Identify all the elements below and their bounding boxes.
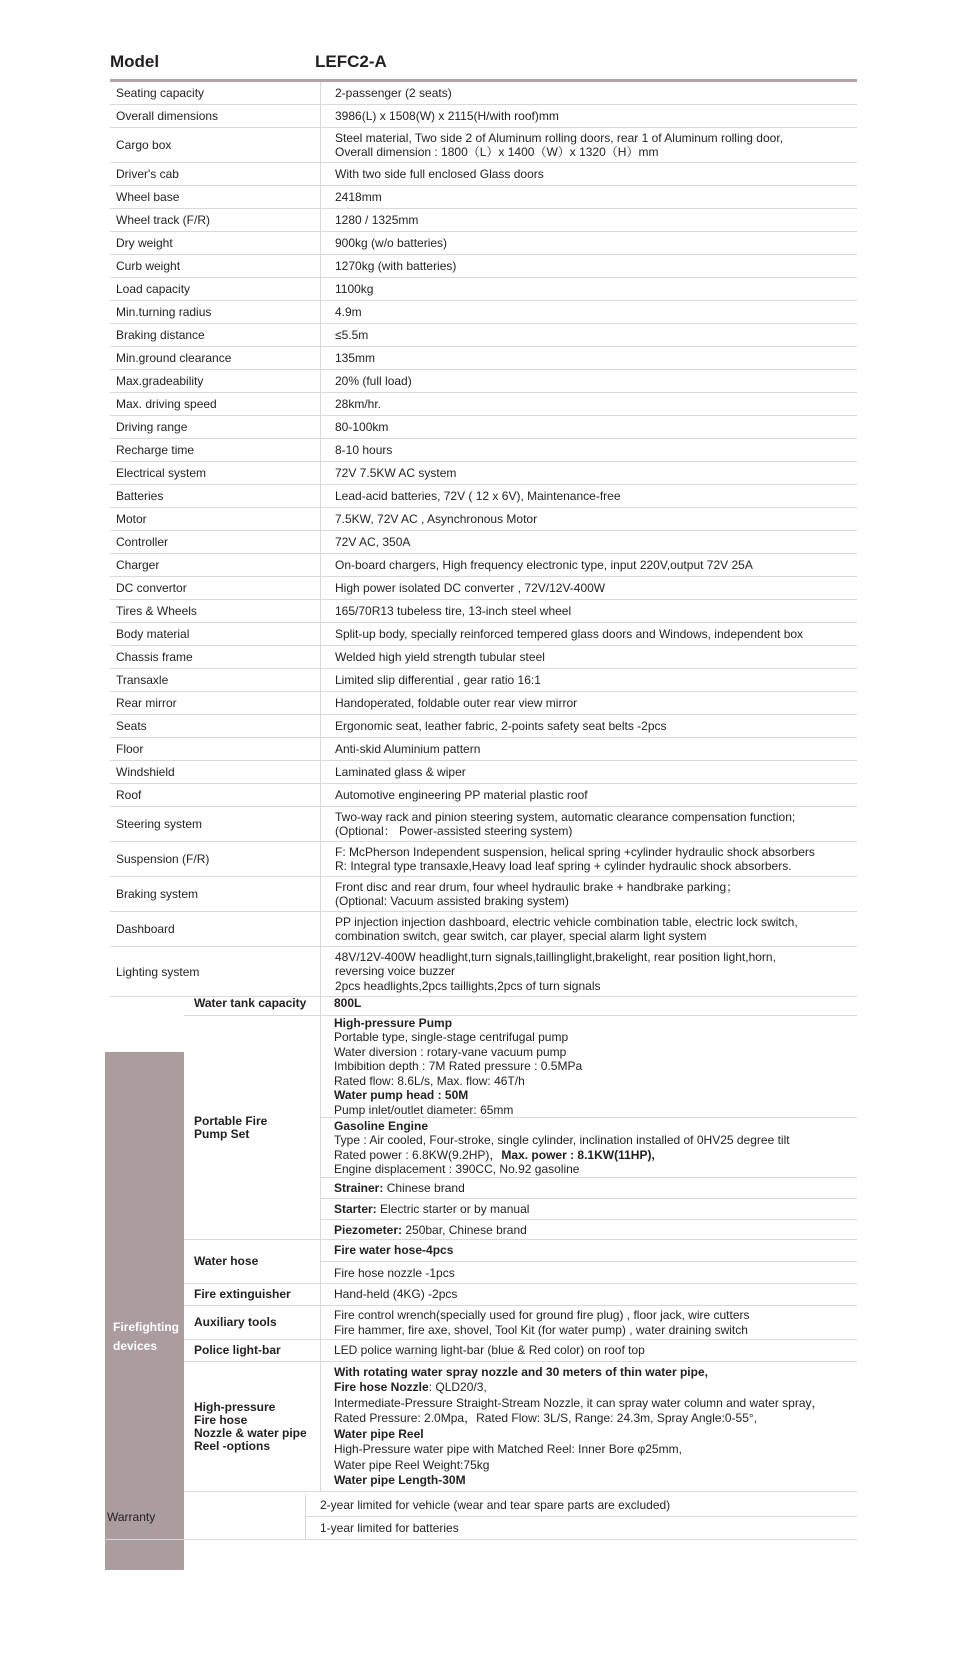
- spec-value: 20% (full load): [335, 373, 412, 388]
- piezometer-block: Piezometer: 250bar, Chinese brand: [334, 1222, 527, 1237]
- spec-value: On-board chargers, High frequency electronic type, input 220V,output 72V 25A: [335, 557, 753, 572]
- spec-value: 2-passenger (2 seats): [335, 85, 452, 100]
- spec-row: [110, 646, 857, 669]
- spec-label: Load capacity: [116, 282, 191, 296]
- spec-value: Ergonomic seat, leather fabric, 2-points safety seat belts -2pcs: [335, 718, 667, 733]
- spec-row: [110, 761, 857, 784]
- spec-row: [110, 209, 857, 232]
- spec-row: [110, 128, 857, 163]
- firefighting-band: [105, 1052, 184, 1570]
- spec-value: Front disc and rear drum, four wheel hydraulic brake + handbrake parking； (Optional: Vacuum assisted braking system): [335, 879, 739, 908]
- spec-value: Two-way rack and pinion steering system, automatic clearance compensation function; (Optional： Power-assisted steering system): [335, 809, 796, 838]
- spec-row: [110, 347, 857, 370]
- spec-row: [110, 301, 857, 324]
- spec-value: 80-100km: [335, 419, 389, 434]
- spec-value: 7.5KW, 72V AC , Asynchronous Motor: [335, 511, 538, 526]
- spec-row: [110, 531, 857, 554]
- spec-label: Wheel track (F/R): [116, 213, 211, 227]
- spec-value: PP injection injection dashboard, electric vehicle combination table, electric lock switch, combination switch, gear switch, car player, special alarm light system: [335, 914, 798, 943]
- spec-value: 2418mm: [335, 189, 382, 204]
- spec-value: 900kg (w/o batteries): [335, 235, 448, 250]
- spec-value: Automotive engineering PP material plastic roof: [335, 787, 588, 802]
- engine-block: Gasoline Engine Type : Air cooled, Four-stroke, single cylinder, inclination installed of 0HV25 degree tilt Rated power : 6.8KW(9.2HP)，Max. power : 8.1KW(11HP), Engine displacement : 390CC, No.92 gasoline: [321, 1118, 857, 1178]
- spec-row: [110, 738, 857, 761]
- spec-label: Driving range: [116, 420, 188, 434]
- spec-label: Chassis frame: [116, 650, 193, 664]
- spec-label: Driver's cab: [116, 167, 179, 181]
- spec-row: [110, 370, 857, 393]
- spec-label: Max.gradeability: [116, 374, 204, 388]
- spec-row: [110, 416, 857, 439]
- spec-label: Max. driving speed: [116, 397, 217, 411]
- spec-value: ≤5.5m: [335, 327, 369, 342]
- spec-label: Motor: [116, 512, 147, 526]
- spec-value: 1270kg (with batteries): [335, 258, 457, 273]
- water-hose-label: Water hose: [194, 1254, 259, 1268]
- water-tank-value: 800L: [334, 996, 362, 1011]
- model-header-value: LEFC2-A: [315, 52, 387, 71]
- spec-label: Body material: [116, 627, 190, 641]
- spec-row: [110, 669, 857, 692]
- spec-label: Seats: [116, 719, 147, 733]
- spec-label: Steering system: [116, 817, 203, 831]
- spec-value: 72V 7.5KW AC system: [335, 465, 457, 480]
- spec-value: F: McPherson Independent suspension, helical spring +cylinder hydraulic shock absorbers R: Integral type transaxle,Heavy load leaf spring + cylinder hydraulic shock absorbers.: [335, 844, 815, 873]
- spec-value: Limited slip differential , gear ratio 16:1: [335, 672, 541, 687]
- spec-label: Rear mirror: [116, 696, 177, 710]
- spec-row: [110, 577, 857, 600]
- engine-title: Gasoline Engine: [334, 1118, 429, 1133]
- spec-value: 48V/12V-400W headlight,turn signals,taillinglight,brakelight, rear position light,horn, reversing voice buzzer 2pcs headlights,2pcs taillights,2pcs of turn signals: [335, 949, 776, 993]
- pump-title: High-pressure Pump: [334, 1015, 453, 1030]
- spec-value: 28km/hr.: [335, 396, 382, 411]
- spec-value: Steel material, Two side 2 of Aluminum rolling doors, rear 1 of Aluminum rolling door, Overall dimension : 1800（L）x 1400（W）x 1320（H）mm: [335, 130, 783, 159]
- warranty-row: Warranty 2-year limited for vehicle (wear and tear spare parts are excluded) 1-year limited for batteries: [105, 1494, 857, 1540]
- spec-label: Overall dimensions: [116, 109, 219, 123]
- warranty-label: Warranty: [107, 1509, 156, 1524]
- spec-label: Dashboard: [116, 922, 175, 936]
- extinguisher-row: Fire extinguisher Hand-held (4KG) -2pcs: [184, 1284, 857, 1306]
- spec-label: Braking system: [116, 887, 199, 901]
- spec-label: Cargo box: [116, 138, 172, 152]
- water-tank-row: [184, 992, 857, 1016]
- spec-label: Min.turning radius: [116, 305, 212, 319]
- spec-value: 3986(L) x 1508(W) x 2115(H/with roof)mm: [335, 108, 559, 123]
- spec-row: [110, 324, 857, 347]
- aux-tools-row: Auxiliary tools Fire control wrench(specially used for ground fire plug) , floor jack, wire cutters Fire hammer, fire axe, shovel, Tool Kit (for water pump) , water draining switch: [184, 1306, 857, 1340]
- spec-row: [110, 807, 857, 842]
- water-tank-label: Water tank capacity: [194, 996, 307, 1010]
- pump-set-label: Portable Fire Pump Set: [194, 1113, 268, 1141]
- strainer-block: Strainer: Chinese brand: [321, 1178, 857, 1199]
- spec-value: With two side full enclosed Glass doors: [335, 166, 544, 181]
- spec-value: 72V AC, 350A: [335, 534, 411, 549]
- spec-label: Transaxle: [116, 673, 169, 687]
- pump-set-row: [184, 1016, 857, 1240]
- hp-hose-label: High-pressure Fire hose Nozzle & water pipe Reel -options: [194, 1399, 307, 1453]
- spec-row: [110, 105, 857, 128]
- spec-value: Anti-skid Aluminium pattern: [335, 741, 481, 756]
- spec-label: Windshield: [116, 765, 175, 779]
- spec-row: [110, 692, 857, 715]
- spec-row: [110, 393, 857, 416]
- spec-value: Handoperated, foldable outer rear view mirror: [335, 695, 578, 710]
- aux-tools-label: Auxiliary tools: [194, 1315, 277, 1329]
- spec-value: 1280 / 1325mm: [335, 212, 419, 227]
- spec-row: [110, 485, 857, 508]
- spec-row: [110, 842, 857, 877]
- spec-row: [110, 912, 857, 947]
- spec-row: [110, 508, 857, 531]
- spec-label: Electrical system: [116, 466, 207, 480]
- spec-value: Split-up body, specially reinforced tempered glass doors and Windows, independent box: [335, 626, 804, 641]
- model-header-label: Model: [110, 52, 160, 71]
- spec-row: [110, 784, 857, 807]
- spec-label: Braking distance: [116, 328, 205, 342]
- spec-label: Curb weight: [116, 259, 181, 273]
- spec-label: Suspension (F/R): [116, 852, 210, 866]
- spec-row: [110, 877, 857, 912]
- spec-row: [110, 232, 857, 255]
- spec-value: High power isolated DC converter , 72V/12V-400W: [335, 580, 606, 595]
- spec-label: DC convertor: [116, 581, 187, 595]
- spec-value: Laminated glass & wiper: [335, 764, 466, 779]
- spec-row: [110, 163, 857, 186]
- spec-label: Recharge time: [116, 443, 195, 457]
- hp-hose-row: High-pressure Fire hose Nozzle & water pipe Reel -options With rotating water spray nozzle and 30 meters of thin water pipe, Fire hose Nozzle: QLD20/3, Intermediate-Pressure Straight-Stream Nozzle, it can spray water column and water spray， Rated Pressure: 2.0Mpa，Rated Flow: 3L/S, Range: 24.3m, Spray Angle:0-55°, Water pipe Reel High-Pressure water pipe with Matched Reel: Inner Bore φ25mm, Water pipe Reel Weight:75kg Water pipe Length-30M: [184, 1362, 857, 1492]
- spec-label: Roof: [116, 788, 142, 802]
- starter-block: Starter: Electric starter or by manual: [321, 1199, 857, 1220]
- spec-label: Floor: [116, 742, 144, 756]
- spec-label: Seating capacity: [116, 86, 205, 100]
- spec-row: [110, 462, 857, 485]
- spec-row: [110, 600, 857, 623]
- spec-label: Dry weight: [116, 236, 173, 250]
- spec-value: 165/70R13 tubeless tire, 13-inch steel wheel: [335, 603, 572, 618]
- spec-label: Batteries: [116, 489, 164, 503]
- police-bar-row: Police light-bar LED police warning light-bar (blue & Red color) on roof top: [184, 1340, 857, 1362]
- spec-value: Lead-acid batteries, 72V ( 12 x 6V), Maintenance-free: [335, 488, 621, 503]
- spec-value: Welded high yield strength tubular steel: [335, 649, 545, 664]
- spec-value: 8-10 hours: [335, 442, 393, 457]
- spec-label: Wheel base: [116, 190, 180, 204]
- spec-label: Controller: [116, 535, 169, 549]
- spec-row: [110, 715, 857, 738]
- spec-value: 4.9m: [335, 304, 362, 319]
- firefighting-title: Firefighting devices: [113, 1320, 179, 1353]
- pump-block: High-pressure Pump Portable type, single-stage centrifugal pump Water diversion : rotary-vane vacuum pump Imbibition depth : 7M Rated pressure : 0.5MPa Rated flow: 8.6L/s, Max. flow: 46T/h Water pump head : 50M Pump inlet/outlet diameter: 65mm: [321, 1016, 857, 1118]
- extinguisher-label: Fire extinguisher: [194, 1287, 291, 1301]
- spec-row: [110, 255, 857, 278]
- spec-label: Tires & Wheels: [116, 604, 197, 618]
- spec-label: Charger: [116, 558, 160, 572]
- spec-row: [110, 947, 857, 997]
- spec-row: [110, 554, 857, 577]
- spec-value: 1100kg: [335, 281, 374, 296]
- spec-row: [110, 278, 857, 301]
- spec-row: [110, 82, 857, 105]
- water-hose-row: Water hose Fire water hose-4pcs Fire hose nozzle -1pcs: [184, 1240, 857, 1284]
- spec-row: [110, 439, 857, 462]
- spec-label: Lighting system: [116, 964, 200, 979]
- police-bar-label: Police light-bar: [194, 1343, 281, 1357]
- spec-row: [110, 186, 857, 209]
- spec-value: 135mm: [335, 350, 376, 365]
- spec-label: Min.ground clearance: [116, 351, 232, 365]
- spec-row: [110, 623, 857, 646]
